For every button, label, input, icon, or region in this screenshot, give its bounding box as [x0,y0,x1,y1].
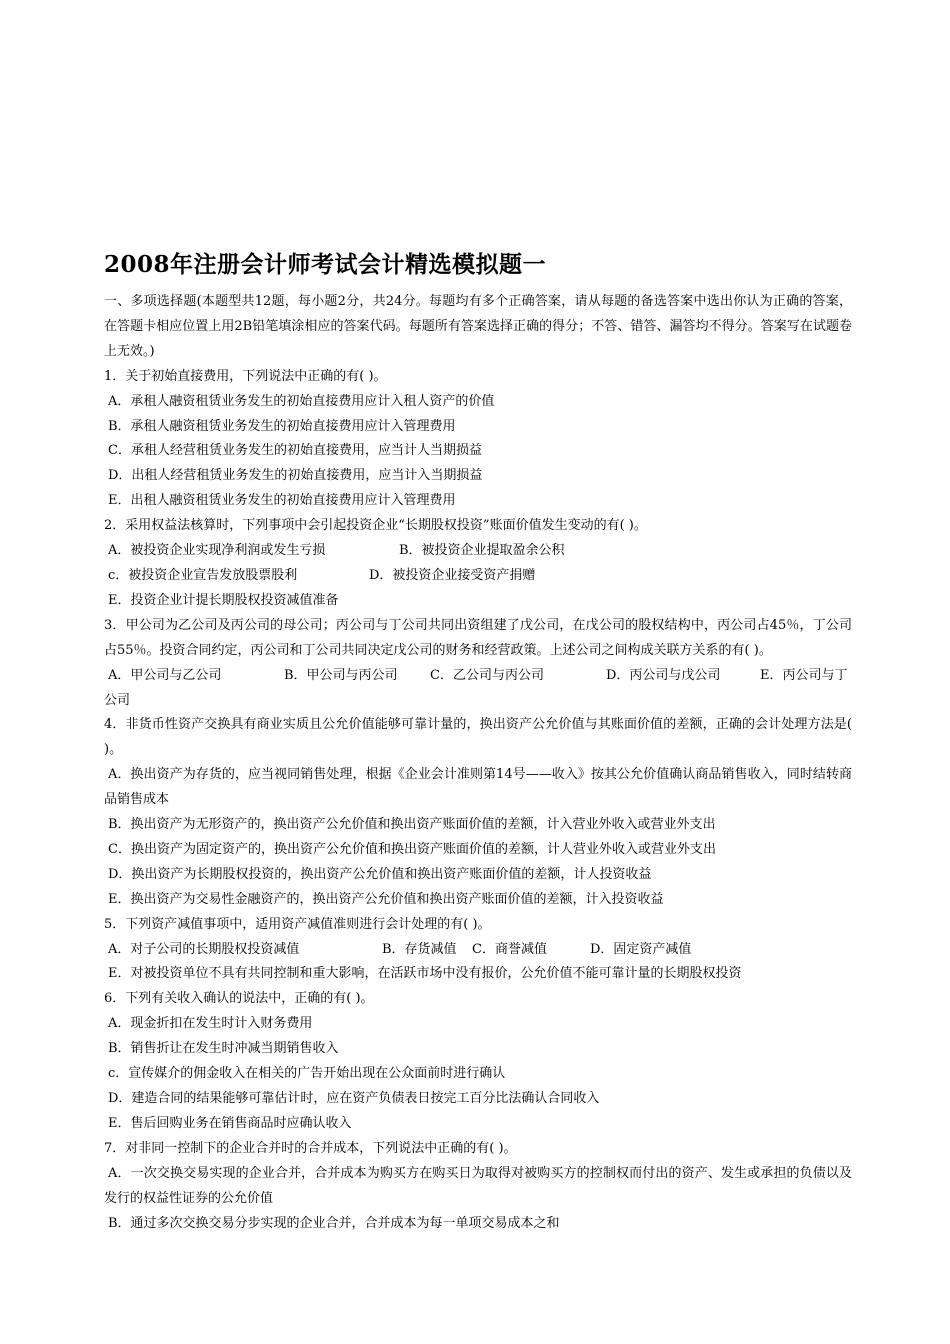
q2-option-c: c．被投资企业宣告发放股票股利 [108,567,298,583]
q6-stem: 6．下列有关收入确认的说法中，正确的有( )。 [104,991,374,1007]
q2-option-b: B．被投资企业提取盈余公积 [399,543,565,559]
q3-option-b: B．甲公司与丙公司 [284,667,398,683]
q4-option-d: D．换出资产为长期股权投资的，换出资产公允价值和换出资产账面价值的差额，计人投资收益 [108,866,652,882]
q1-stem: 1．关于初始直接费用，下列说法中正确的有( )。 [104,368,387,384]
document-title: 2008年注册会计师考试会计精选模拟题一 [104,251,547,278]
q7-option-b: B．通过多次交换交易分步实现的企业合并，合并成本为每一单项交易成本之和 [108,1215,560,1231]
q1-option-a: A．承租人融资租赁业务发生的初始直接费用应计入租人资产的价值 [108,393,495,409]
q1-option-d: D．出租人经营租赁业务发生的初始直接费用，应当计入当期损益 [108,468,483,484]
q6-option-d: D．建造合同的结果能够可靠估计时，应在资产负债表日按完工百分比法确认合同收入 [108,1091,600,1106]
q2-options-cd [104,564,852,589]
q4-option-a: A．换出资产为存货的，应当视同销售处理，根据《企业会计准则第14号——收入》按其公允价值确认商品销售收入，同时结转商品销售成本 [104,767,852,808]
q6-option-c: c．宣传媒介的佣金收入在相关的广告开始出现在公众面前时进行确认 [108,1066,506,1082]
q3-option-e: E．丙公司与丁 [760,667,848,683]
q5-option-e: E．对被投资单位不具有共同控制和重大影响，在活跃市场中没有报价，公允价值不能可靠计量的长期股权投资 [108,966,742,982]
q4-option-e: E．换出资产为交易性金融资产的，换出资产公允价值和换出资产账面价值的差额，计入投资收益 [108,891,664,907]
q7-option-a: A．一次交换交易实现的企业合并，合并成本为购买方在购买日为取得对被购买方的控制权而付出的资产、发生或承担的负债以及发行的权益性证券的公允价值 [104,1165,852,1206]
q1-option-e: E．出租人融资租赁业务发生的初始直接费用应计入管理费用 [108,493,456,509]
q5-option-d: D．固定资产减值 [590,941,692,957]
q6-option-b: B．销售折让在发生时冲减当期销售收入 [108,1041,339,1057]
q2-stem: 2．采用权益法核算时，下列事项中会引起投资企业“长期股权投资”账面价值发生变动的有( )。 [104,518,647,534]
q3-stem: 3．甲公司为乙公司及丙公司的母公司；丙公司与丁公司共同出资组建了戊公司，在戊公司的股权结构中，丙公司占45％，丁公司占55％。投资合同约定，丙公司和丁公司共同决定戊公司的财务和经营政策。上述公司之间构成关联方关系的有( )。 [104,617,852,658]
q6-option-e: E．售后回购业务在销售商品时应确认收入 [108,1115,352,1131]
q5-option-c: C．商誉减值 [472,941,547,957]
q4-stem: 4．非货币性资产交换具有商业实质且公允价值能够可靠计量的，换出资产公允价值与其账面价值的差额，正确的会计处理方法是( )。 [104,717,852,758]
q5-option-b: B．存货减值 [382,941,457,957]
q4-option-c: C．换出资产为固定资产的，换出资产公允价值和换出资产账面价值的差额，计人营业外收入或营业外支出 [108,841,716,857]
q3-option-a: A．甲公司与乙公司 [108,667,222,683]
q4-option-b: B．换出资产为无形资产的，换出资产公允价值和换出资产账面价值的差额，计入营业外收入或营业外支出 [108,817,716,833]
q3-option-d: D．丙公司与戊公司 [606,667,721,683]
document-page [104,250,852,1236]
q3-option-c: C．乙公司与丙公司 [430,667,544,683]
q2-option-a: A．被投资企业实现净利润或发生亏损 [108,543,326,559]
q3-option-e-cont: 公司 [104,692,131,708]
q7-stem: 7．对非同一控制下的企业合并时的合并成本，下列说法中正确的有( )。 [104,1140,517,1156]
q2-option-d: D．被投资企业接受资产捐赠 [369,567,536,583]
q1-option-c: C．承租人经营租赁业务发生的初始直接费用，应当计人当期损益 [108,443,482,459]
q5-options [104,938,852,963]
section-intro: 一、多项选择题(本题型共12题，每小题2分，共24分。每题均有多个正确答案，请从每题的备选答案中选出你认为正确的答案，在答题卡相应位置上用2B铅笔填涂相应的答案代码。每题所有答案选择正确的得分；不答、错答、漏答均不得分。答案写在试题卷上无效。) [104,294,852,359]
q2-option-e: E．投资企业计提长期股权投资减值准备 [108,592,339,608]
q6-option-a: A．现金折扣在发生时计入财务费用 [108,1016,313,1032]
q5-option-a: A．对子公司的长期股权投资减值 [108,941,300,957]
q3-options [104,664,852,689]
q2-options-ab [104,539,852,564]
q1-option-b: B．承租人融资租赁业务发生的初始直接费用应计入管理费用 [108,418,456,434]
q5-stem: 5．下列资产减值事项中，适用资产减值准则进行会计处理的有( )。 [104,916,491,932]
